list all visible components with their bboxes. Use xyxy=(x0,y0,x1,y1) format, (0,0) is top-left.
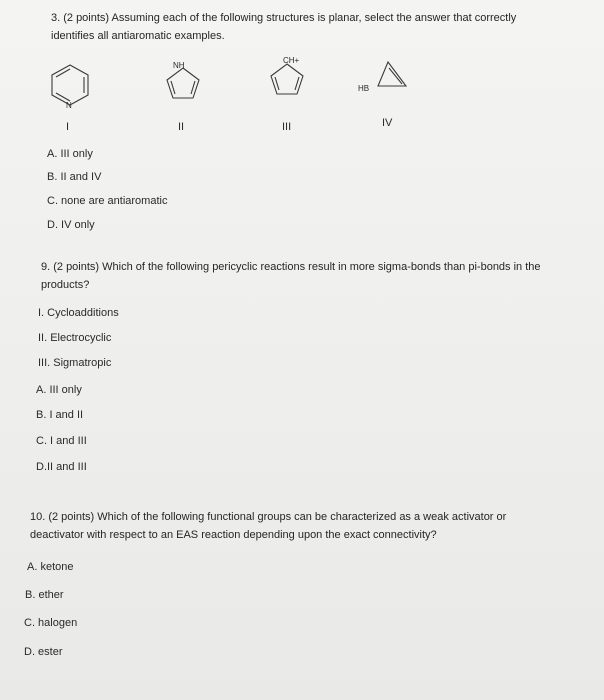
q10-option-d[interactable]: D. ester xyxy=(24,646,63,658)
q9-option-b[interactable]: B. I and II xyxy=(36,409,84,421)
q9-option-c[interactable]: C. I and III xyxy=(36,435,87,447)
q3-option-b[interactable]: B. II and IV xyxy=(47,171,102,183)
structure-1-atom-label: N xyxy=(66,101,72,110)
q9-prompt-line1: 9. (2 points) Which of the following pericyclic reactions result in more sigma-bonds than pi-bonds in the xyxy=(41,261,541,273)
structure-4-atom-label: HB xyxy=(358,84,370,93)
q3-option-d[interactable]: D. IV only xyxy=(47,219,95,231)
q3-prompt-line2: identifies all antiaromatic examples. xyxy=(51,30,225,42)
q9-item-1: I. Cycloadditions xyxy=(38,307,119,319)
q10-prompt-line2: deactivator with respect to an EAS reaction depending upon the exact connectivity? xyxy=(30,529,437,541)
q10-option-c[interactable]: C. halogen xyxy=(24,617,78,629)
q9-item-3: III. Sigmatropic xyxy=(38,357,112,369)
q3-option-c[interactable]: C. none are antiaromatic xyxy=(47,195,168,207)
q9-prompt-line2: products? xyxy=(41,279,90,291)
structure-borirene xyxy=(366,58,412,92)
q9-option-a[interactable]: A. III only xyxy=(36,384,82,396)
q3-option-a[interactable]: A. III only xyxy=(47,148,93,160)
structure-4-numeral: IV xyxy=(382,117,393,129)
structure-3-numeral: III xyxy=(282,121,292,133)
structure-2-atom-label: NH xyxy=(173,61,185,70)
q10-prompt-line1: 10. (2 points) Which of the following functional groups can be characterized as a weak activator or xyxy=(30,511,507,523)
structure-1-numeral: I xyxy=(66,121,70,133)
q9-item-2: II. Electrocyclic xyxy=(38,332,112,344)
q9-option-d[interactable]: D.II and III xyxy=(36,461,87,473)
q10-option-b[interactable]: B. ether xyxy=(25,589,64,601)
q3-prompt-line1: 3. (2 points) Assuming each of the following structures is planar, select the answer that correctly xyxy=(51,12,517,24)
structure-2-numeral: II xyxy=(178,121,185,133)
structure-3-atom-label: CH+ xyxy=(283,56,300,65)
q10-option-a[interactable]: A. ketone xyxy=(27,561,74,573)
